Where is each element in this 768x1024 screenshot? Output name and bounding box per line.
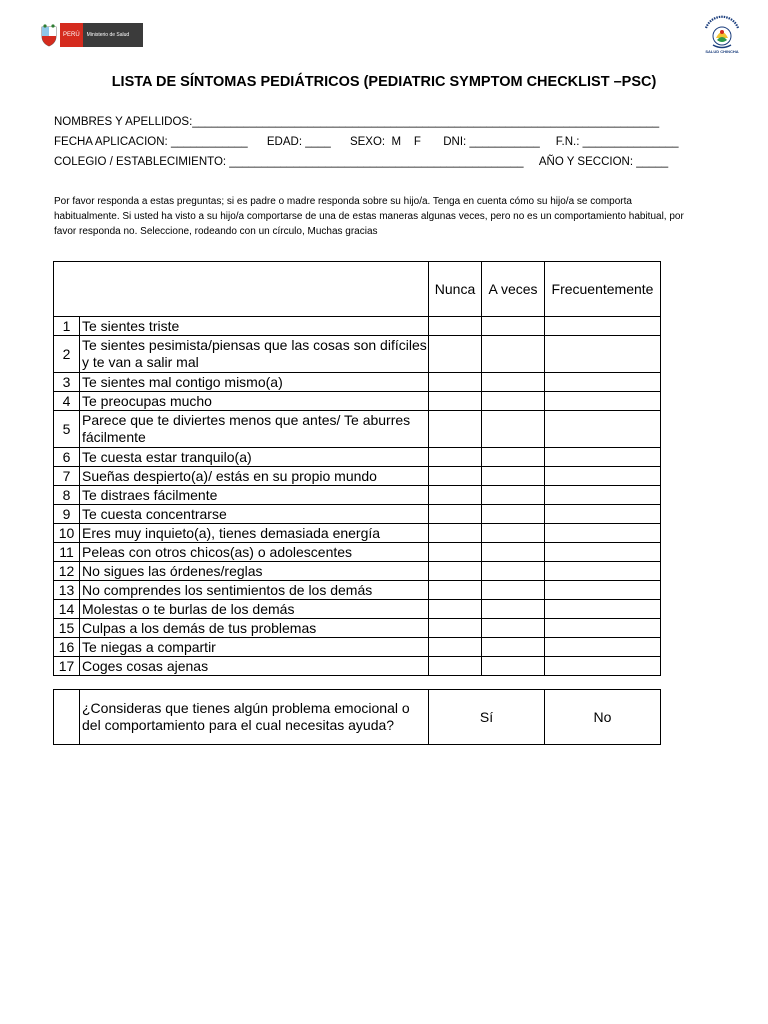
symptom-text: Te sientes pesimista/piensas que las cosas son difíciles y te van a salir mal: [80, 336, 429, 373]
table-row: [54, 373, 661, 392]
answer-cell-a-veces[interactable]: [482, 581, 545, 600]
table-row: [54, 638, 661, 657]
answer-cell-a-veces[interactable]: [482, 619, 545, 638]
table-row: [54, 317, 661, 336]
coat-of-arms-icon: [40, 23, 58, 47]
answer-cell-nunca[interactable]: [429, 373, 482, 392]
symptom-text: Te cuesta estar tranquilo(a): [80, 448, 429, 467]
table-row: [54, 467, 661, 486]
table-row: [54, 411, 661, 448]
answer-cell-nunca[interactable]: [429, 392, 482, 411]
answer-cell-nunca[interactable]: [429, 543, 482, 562]
symptom-text: Te distraes fácilmente: [80, 486, 429, 505]
final-question-row: [54, 690, 661, 745]
symptom-text: Te cuesta concentrarse: [80, 505, 429, 524]
answer-cell-frecuentemente[interactable]: [545, 619, 661, 638]
answer-cell-a-veces[interactable]: [482, 411, 545, 448]
symptom-text: Te preocupas mucho: [80, 392, 429, 411]
table-row: [54, 392, 661, 411]
answer-cell-nunca[interactable]: [429, 486, 482, 505]
form-line-name[interactable]: NOMBRES Y APELLIDOS:_________________________________________________________________________: [54, 116, 660, 128]
page-title: LISTA DE SÍNTOMAS PEDIÁTRICOS (PEDIATRIC SYMPTOM CHECKLIST –PSC): [111, 74, 657, 90]
row-number: 16: [54, 638, 80, 657]
table-row: [54, 543, 661, 562]
table-row: [54, 505, 661, 524]
form-line-date-age-sex[interactable]: FECHA APLICACION: ____________ EDAD: ____ SEXO: M F DNI: ___________ F.N.: _______________: [54, 136, 679, 148]
answer-cell-frecuentemente[interactable]: [545, 562, 661, 581]
header-frecuentemente: Frecuentemente: [545, 262, 661, 317]
answer-cell-a-veces[interactable]: [482, 486, 545, 505]
table-header-row: [54, 262, 661, 317]
answer-cell-frecuentemente[interactable]: [545, 411, 661, 448]
final-question-table: [53, 689, 661, 745]
answer-cell-frecuentemente[interactable]: [545, 543, 661, 562]
row-number: 9: [54, 505, 80, 524]
answer-cell-a-veces[interactable]: [482, 505, 545, 524]
answer-cell-nunca[interactable]: [429, 619, 482, 638]
symptom-text: Sueñas despierto(a)/ estás en su propio mundo: [80, 467, 429, 486]
row-number: 10: [54, 524, 80, 543]
form-line-school[interactable]: COLEGIO / ESTABLECIMIENTO: ______________________________________________ AÑO Y SECCION: _____: [54, 156, 669, 168]
row-number: 2: [54, 336, 80, 373]
symptom-text: No sigues las órdenes/reglas: [80, 562, 429, 581]
answer-cell-nunca[interactable]: [429, 336, 482, 373]
answer-cell-frecuentemente[interactable]: [545, 657, 661, 676]
answer-cell-nunca[interactable]: [429, 562, 482, 581]
answer-cell-a-veces[interactable]: [482, 448, 545, 467]
answer-cell-frecuentemente[interactable]: [545, 581, 661, 600]
row-number: 17: [54, 657, 80, 676]
answer-cell-nunca[interactable]: [429, 657, 482, 676]
table-row: [54, 448, 661, 467]
answer-cell-frecuentemente[interactable]: [545, 448, 661, 467]
answer-cell-nunca[interactable]: [429, 448, 482, 467]
answer-cell-nunca[interactable]: [429, 638, 482, 657]
symptom-text: Parece que te diviertes menos que antes/ Te aburres fácilmente: [80, 411, 429, 448]
symptom-text: No comprendes los sentimientos de los demás: [80, 581, 429, 600]
answer-cell-a-veces[interactable]: [482, 467, 545, 486]
final-question-blank-cell: [54, 690, 80, 745]
answer-cell-frecuentemente[interactable]: [545, 486, 661, 505]
ministerio-label: Ministerio de Salud: [83, 23, 143, 47]
row-number: 11: [54, 543, 80, 562]
answer-cell-nunca[interactable]: [429, 600, 482, 619]
answer-cell-a-veces[interactable]: [482, 392, 545, 411]
row-number: 1: [54, 317, 80, 336]
table-row: [54, 336, 661, 373]
symptom-text: Eres muy inquieto(a), tienes demasiada energía: [80, 524, 429, 543]
symptom-text: Peleas con otros chicos(as) o adolescentes: [80, 543, 429, 562]
row-number: 4: [54, 392, 80, 411]
row-number: 7: [54, 467, 80, 486]
answer-cell-frecuentemente[interactable]: [545, 336, 661, 373]
answer-cell-nunca[interactable]: [429, 467, 482, 486]
answer-cell-frecuentemente[interactable]: [545, 392, 661, 411]
row-number: 3: [54, 373, 80, 392]
answer-cell-nunca[interactable]: [429, 524, 482, 543]
row-number: 13: [54, 581, 80, 600]
answer-cell-a-veces[interactable]: [482, 336, 545, 373]
peru-label: PERÚ: [60, 23, 83, 47]
header-a-veces: A veces: [482, 262, 545, 317]
answer-cell-frecuentemente[interactable]: [545, 600, 661, 619]
table-row: [54, 657, 661, 676]
answer-cell-a-veces[interactable]: [482, 657, 545, 676]
symptom-text: Te sientes mal contigo mismo(a): [80, 373, 429, 392]
answer-cell-a-veces[interactable]: [482, 638, 545, 657]
answer-cell-a-veces[interactable]: [482, 524, 545, 543]
answer-cell-frecuentemente[interactable]: [545, 524, 661, 543]
answer-cell-frecuentemente[interactable]: [545, 505, 661, 524]
answer-no[interactable]: No: [545, 690, 661, 745]
table-row: [54, 562, 661, 581]
answer-cell-frecuentemente[interactable]: [545, 373, 661, 392]
table-row: [54, 486, 661, 505]
row-number: 6: [54, 448, 80, 467]
instructions-paragraph: Por favor responda a estas preguntas; si es padre o madre responda sobre su hijo/a. Tenga en cuenta cómo su hijo/a se comporta habitualmente. Si usted ha visto a su hijo/a comportarse de una de estas maneras algunas veces, pero no es un comportamiento habitual, por favor responda no. Seleccione, rodeando con un círculo, Muchas gracias: [54, 196, 684, 237]
symptom-text: Te sientes triste: [80, 317, 429, 336]
right-logo-caption: SALUD CHINCHA: [705, 49, 739, 54]
answer-cell-a-veces[interactable]: [482, 562, 545, 581]
symptom-text: Culpas a los demás de tus problemas: [80, 619, 429, 638]
answer-cell-nunca[interactable]: [429, 317, 482, 336]
answer-cell-a-veces[interactable]: [482, 373, 545, 392]
answer-cell-a-veces[interactable]: [482, 600, 545, 619]
header-blank-cell: [54, 262, 429, 317]
ministerio-logo: [40, 22, 143, 48]
table-row: [54, 600, 661, 619]
answer-cell-nunca[interactable]: [429, 581, 482, 600]
answer-cell-a-veces[interactable]: [482, 317, 545, 336]
answer-si[interactable]: Sí: [429, 690, 545, 745]
row-number: 14: [54, 600, 80, 619]
answer-cell-a-veces[interactable]: [482, 543, 545, 562]
answer-cell-frecuentemente[interactable]: [545, 638, 661, 657]
row-number: 8: [54, 486, 80, 505]
symptom-text: Te niegas a compartir: [80, 638, 429, 657]
symptom-text: Molestas o te burlas de los demás: [80, 600, 429, 619]
row-number: 15: [54, 619, 80, 638]
final-question-text: ¿Consideras que tienes algún problema emocional o del comportamiento para el cual necesitas ayuda?: [80, 690, 429, 745]
row-number: 12: [54, 562, 80, 581]
table-row: [54, 581, 661, 600]
answer-cell-nunca[interactable]: [429, 411, 482, 448]
table-row: [54, 619, 661, 638]
answer-cell-nunca[interactable]: [429, 505, 482, 524]
header-nunca: Nunca: [429, 262, 482, 317]
answer-cell-frecuentemente[interactable]: [545, 317, 661, 336]
row-number: 5: [54, 411, 80, 448]
answer-cell-frecuentemente[interactable]: [545, 467, 661, 486]
table-row: [54, 524, 661, 543]
symptom-table: [53, 261, 661, 676]
symptom-text: Coges cosas ajenas: [80, 657, 429, 676]
